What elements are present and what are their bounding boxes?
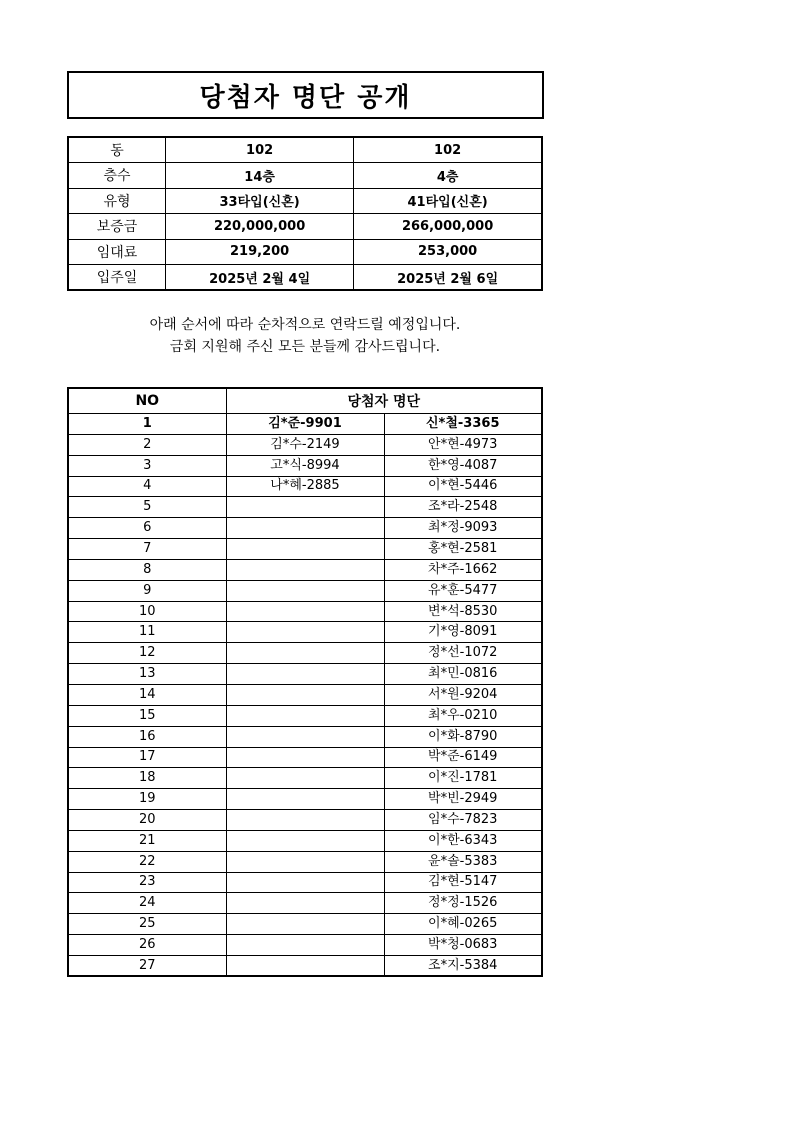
- info-value-unit-1: 2025년 2월 4일: [166, 265, 354, 291]
- row-number: 7: [68, 539, 226, 560]
- winner-name-unit-1: [226, 622, 384, 643]
- row-number: 2: [68, 434, 226, 455]
- winner-name-unit-2: 박*빈-2949: [384, 789, 542, 810]
- row-number: 19: [68, 789, 226, 810]
- table-row: [68, 497, 542, 518]
- table-row: [68, 705, 542, 726]
- info-row: [68, 214, 542, 240]
- row-number: 4: [68, 476, 226, 497]
- info-value-unit-2: 4층: [354, 163, 542, 189]
- row-number: 21: [68, 830, 226, 851]
- row-number: 25: [68, 914, 226, 935]
- info-row: [68, 163, 542, 189]
- winner-name-unit-1: [226, 497, 384, 518]
- winner-name-unit-2: 박*청-0683: [384, 935, 542, 956]
- winner-name-unit-1: [226, 893, 384, 914]
- winner-name-unit-1: 김*수-2149: [226, 434, 384, 455]
- winner-name-unit-2: 신*철-3365: [384, 414, 542, 435]
- header-winner-names: 당첨자 명단: [226, 388, 542, 414]
- info-row: [68, 137, 542, 163]
- winner-name-unit-2: 이*한-6343: [384, 830, 542, 851]
- notice-line-1: 아래 순서에 따라 순차적으로 연락드릴 예정입니다.: [149, 317, 461, 333]
- winner-name-unit-1: [226, 747, 384, 768]
- row-number: 27: [68, 955, 226, 976]
- winner-name-unit-2: 김*현-5147: [384, 872, 542, 893]
- info-value-unit-1: 220,000,000: [166, 214, 354, 240]
- winners-table: [67, 387, 543, 977]
- winner-name-unit-1: [226, 830, 384, 851]
- table-row: [68, 851, 542, 872]
- winner-name-unit-1: [226, 872, 384, 893]
- row-number: 8: [68, 559, 226, 580]
- table-row: [68, 789, 542, 810]
- winner-name-unit-1: [226, 559, 384, 580]
- table-row: [68, 747, 542, 768]
- table-row: [68, 643, 542, 664]
- winner-name-unit-2: 이*현-5446: [384, 476, 542, 497]
- row-number: 20: [68, 810, 226, 831]
- winner-name-unit-2: 최*우-0210: [384, 705, 542, 726]
- winner-name-unit-1: [226, 643, 384, 664]
- row-number: 22: [68, 851, 226, 872]
- notice-text: [67, 314, 543, 358]
- row-number: 14: [68, 684, 226, 705]
- row-number: 11: [68, 622, 226, 643]
- table-row: [68, 559, 542, 580]
- table-row: [68, 830, 542, 851]
- info-value-unit-1: 33타입(신혼): [166, 188, 354, 214]
- winner-name-unit-1: [226, 914, 384, 935]
- row-number: 3: [68, 455, 226, 476]
- winner-name-unit-2: 윤*솔-5383: [384, 851, 542, 872]
- winner-name-unit-1: [226, 518, 384, 539]
- winner-name-unit-1: [226, 726, 384, 747]
- row-number: 24: [68, 893, 226, 914]
- table-row: [68, 580, 542, 601]
- table-row: [68, 893, 542, 914]
- winner-name-unit-1: [226, 935, 384, 956]
- winner-name-unit-1: [226, 684, 384, 705]
- row-number: 13: [68, 664, 226, 685]
- row-number: 1: [68, 414, 226, 435]
- winner-name-unit-1: [226, 664, 384, 685]
- winner-name-unit-2: 서*원-9204: [384, 684, 542, 705]
- info-value-unit-1: 219,200: [166, 239, 354, 265]
- winner-name-unit-1: [226, 851, 384, 872]
- row-number: 9: [68, 580, 226, 601]
- notice-line-2: 금회 지원해 주신 모든 분들께 감사드립니다.: [169, 339, 441, 355]
- winner-name-unit-2: 조*지-5384: [384, 955, 542, 976]
- row-number: 26: [68, 935, 226, 956]
- winner-name-unit-2: 조*라-2548: [384, 497, 542, 518]
- winner-name-unit-1: 김*준-9901: [226, 414, 384, 435]
- info-value-unit-2: 266,000,000: [354, 214, 542, 240]
- info-row: [68, 265, 542, 291]
- table-row: [68, 726, 542, 747]
- info-label: 층수: [68, 163, 166, 189]
- table-row: [68, 684, 542, 705]
- table-row: [68, 810, 542, 831]
- winner-name-unit-2: 변*석-8530: [384, 601, 542, 622]
- header-no: NO: [68, 388, 226, 414]
- table-row: [68, 768, 542, 789]
- winners-body: [68, 414, 542, 977]
- winner-name-unit-2: 최*정-9093: [384, 518, 542, 539]
- info-label: 유형: [68, 188, 166, 214]
- table-row: [68, 455, 542, 476]
- winner-name-unit-2: 차*주-1662: [384, 559, 542, 580]
- table-row: [68, 914, 542, 935]
- winner-name-unit-2: 정*정-1526: [384, 893, 542, 914]
- winner-name-unit-1: 고*식-8994: [226, 455, 384, 476]
- table-row: [68, 664, 542, 685]
- row-number: 16: [68, 726, 226, 747]
- winner-name-unit-1: [226, 601, 384, 622]
- page-title: 당첨자 명단 공개: [67, 71, 544, 119]
- winner-name-unit-1: 나*혜-2885: [226, 476, 384, 497]
- info-value-unit-1: 14층: [166, 163, 354, 189]
- row-number: 23: [68, 872, 226, 893]
- winner-name-unit-1: [226, 580, 384, 601]
- info-value-unit-2: 102: [354, 137, 542, 163]
- table-row: [68, 872, 542, 893]
- winner-name-unit-2: 홍*현-2581: [384, 539, 542, 560]
- row-number: 18: [68, 768, 226, 789]
- info-value-unit-2: 253,000: [354, 239, 542, 265]
- row-number: 15: [68, 705, 226, 726]
- table-row: [68, 935, 542, 956]
- info-row: [68, 188, 542, 214]
- winner-name-unit-1: [226, 789, 384, 810]
- row-number: 12: [68, 643, 226, 664]
- winner-name-unit-2: 안*현-4973: [384, 434, 542, 455]
- unit-info-body: [68, 137, 542, 290]
- info-value-unit-2: 2025년 2월 6일: [354, 265, 542, 291]
- info-label: 임대료: [68, 239, 166, 265]
- winner-name-unit-2: 박*준-6149: [384, 747, 542, 768]
- winner-name-unit-1: [226, 705, 384, 726]
- winner-name-unit-1: [226, 768, 384, 789]
- winner-name-unit-2: 유*훈-5477: [384, 580, 542, 601]
- winner-name-unit-2: 정*선-1072: [384, 643, 542, 664]
- winner-name-unit-2: 임*수-7823: [384, 810, 542, 831]
- table-row: [68, 601, 542, 622]
- winner-name-unit-2: 최*민-0816: [384, 664, 542, 685]
- table-row: [68, 414, 542, 435]
- table-row: [68, 622, 542, 643]
- unit-info-table: [67, 136, 543, 291]
- info-value-unit-1: 102: [166, 137, 354, 163]
- winner-name-unit-1: [226, 955, 384, 976]
- table-row: [68, 518, 542, 539]
- row-number: 5: [68, 497, 226, 518]
- winner-name-unit-2: 이*혜-0265: [384, 914, 542, 935]
- table-row: [68, 539, 542, 560]
- info-row: [68, 239, 542, 265]
- info-label: 동: [68, 137, 166, 163]
- winner-name-unit-1: [226, 810, 384, 831]
- table-row: [68, 434, 542, 455]
- winner-name-unit-2: 이*화-8790: [384, 726, 542, 747]
- table-row: [68, 476, 542, 497]
- winner-name-unit-2: 한*영-4087: [384, 455, 542, 476]
- info-value-unit-2: 41타입(신혼): [354, 188, 542, 214]
- winner-name-unit-2: 기*영-8091: [384, 622, 542, 643]
- winner-name-unit-2: 이*진-1781: [384, 768, 542, 789]
- info-label: 입주일: [68, 265, 166, 291]
- table-row: [68, 955, 542, 976]
- row-number: 6: [68, 518, 226, 539]
- row-number: 10: [68, 601, 226, 622]
- winner-name-unit-1: [226, 539, 384, 560]
- row-number: 17: [68, 747, 226, 768]
- info-label: 보증금: [68, 214, 166, 240]
